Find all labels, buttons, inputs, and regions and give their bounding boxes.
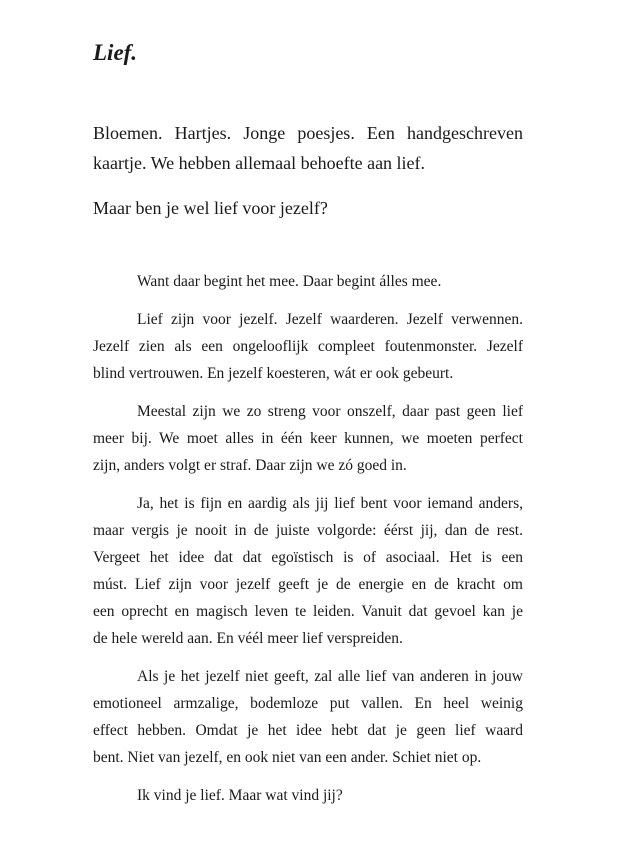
intro — [93, 118, 523, 238]
text-line: zijn, anders volgt er straf. Daar zijn we zó goed in. — [93, 457, 407, 474]
paragraph — [93, 118, 523, 178]
text-line: múst. Lief zijn voor jezelf geeft je de energie en de kracht om — [93, 576, 523, 593]
text-line: de hele wereld aan. En véél meer lief verspreiden. — [93, 630, 403, 647]
text-line: maar vergis je nooit in de juiste volgorde: éérst jij, dan de rest. — [93, 522, 523, 539]
text-line: bent. Niet van jezelf, en ook niet van een ander. Schiet niet op. — [93, 749, 482, 766]
text-line: effect hebben. Omdat je het idee hebt dat je geen lief waard — [93, 722, 523, 739]
text-line: Maar ben je wel lief voor jezelf? — [93, 198, 328, 218]
text-line: Want daar begint het mee. Daar begint álles mee. — [137, 273, 442, 290]
text-line: Vergeet het idee dat dat egoïstisch is of asociaal. Het is een — [93, 549, 523, 566]
text-line: blind vertrouwen. En jezelf koesteren, wát er ook gebeurt. — [93, 365, 454, 382]
text-line: Bloemen. Hartjes. Jonge poesjes. Een handgeschreven — [93, 123, 523, 143]
text-line: emotioneel armzalige, bodemloze put vallen. En heel weinig — [93, 695, 523, 712]
text-line: een oprecht en magisch leven te leiden. Vanuit dat gevoel kan je — [93, 603, 523, 620]
text-line: Als je het jezelf niet geeft, zal alle lief van anderen in jouw — [137, 668, 523, 685]
paragraph — [93, 782, 523, 809]
paragraph — [93, 398, 523, 479]
paragraph — [93, 193, 523, 223]
text-line: meer bij. We moet alles in één keer kunnen, we moeten perfect — [93, 430, 523, 447]
text-line: Ik vind je lief. Maar wat vind jij? — [137, 787, 343, 804]
text-line: Jezelf zien als een ongelooflijk compleet foutenmonster. Jezelf — [93, 338, 523, 355]
paragraph — [93, 663, 523, 771]
text-line: Lief zijn voor jezelf. Jezelf waarderen. Jezelf verwennen. — [137, 311, 523, 328]
page-title: Lief. — [93, 40, 138, 65]
paragraph — [93, 268, 523, 295]
text-line: Meestal zijn we zo streng voor onszelf, daar past geen lief — [137, 403, 523, 420]
paragraph — [93, 490, 523, 652]
paragraph — [93, 306, 523, 387]
body-text — [93, 268, 523, 820]
text-line: kaartje. We hebben allemaal behoefte aan lief. — [93, 153, 426, 173]
text-line: Ja, het is fijn en aardig als jij lief bent voor iemand anders, — [137, 495, 523, 512]
